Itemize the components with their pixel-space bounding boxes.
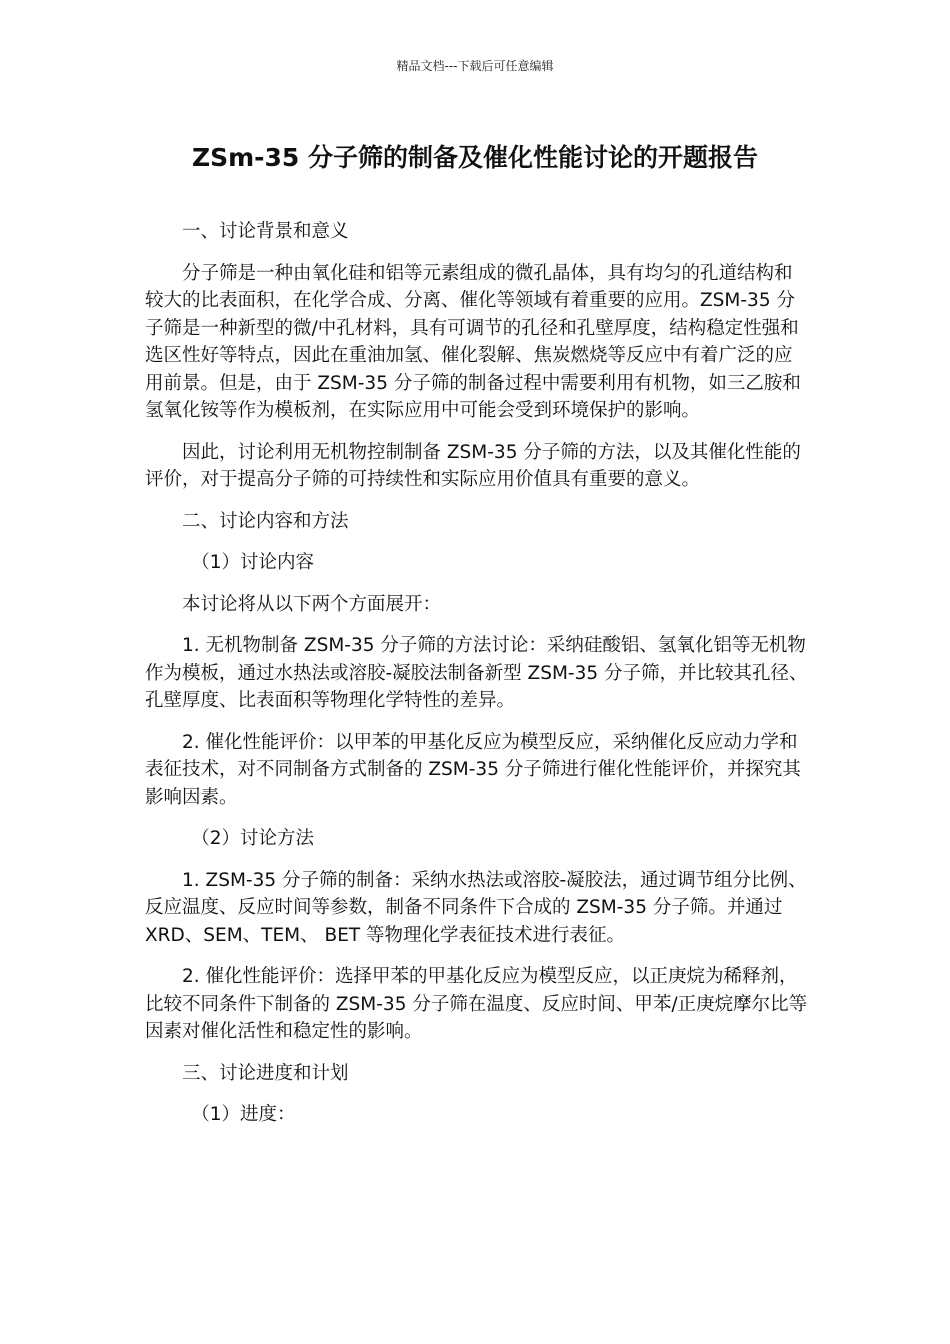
section-heading-content-methods: 二、讨论内容和方法 xyxy=(182,510,349,532)
section-heading-background: 一、讨论背景和意义 xyxy=(182,221,349,242)
paragraph-intro: 分子筛是一种由氧化硅和铝等元素组成的微孔晶体，具有均匀的孔道结构和较大的比表面积，在化学合成、分离、催化等领域有着重要的应用。ZSM-35 分子筛是一种新型的微/中孔材料，具有可调节的孔径和孔壁厚度，结构稳定性强和选区性好等特点，因此在重油加氢、催化裂解、焦炭燃烧等反应中有着广泛的应用前景。但是，由于 ZSM-35 分子筛的制备过程中需要利用有机物，如三乙胺和氢氧化铵等作为模板剂，在实际应用中可能会受到环境保护的影响。 xyxy=(145,262,801,421)
subheading-methods: （2）讨论方法 xyxy=(191,828,315,849)
document-body xyxy=(145,218,810,1143)
subheading-progress: （1）进度： xyxy=(191,1104,296,1125)
paragraph-method-item-1: 1. ZSM-35 分子筛的制备：采纳水热法或溶胶-凝胶法，通过调节组分比例、反应温度、反应时间等参数，制备不同条件下合成的 ZSM-35 分子筛。并通过 XRD、SEM、TEM、 BET 等物理化学表征技术进行表征。 xyxy=(145,869,807,946)
section-heading-schedule: 三、讨论进度和计划 xyxy=(182,1062,349,1084)
paragraph-content-item-2: 2. 催化性能评价：以甲苯的甲基化反应为模型反应，采纳催化反应动力学和表征技术，对不同制备方式制备的 ZSM-35 分子筛进行催化性能评价，并探究其影响因素。 xyxy=(145,731,801,808)
subheading-content: （1）讨论内容 xyxy=(191,552,315,573)
paragraph-significance: 因此，讨论利用无机物控制制备 ZSM-35 分子筛的方法，以及其催化性能的评价，对于提高分子筛的可持续性和实际应用价值具有重要的意义。 xyxy=(145,441,801,490)
paragraph-content-item-1: 1. 无机物制备 ZSM-35 分子筛的方法讨论：采纳硅酸铝、氢氧化铝等无机物作为模板，通过水热法或溶胶-凝胶法制备新型 ZSM-35 分子筛，并比较其孔径、孔壁厚度、比表面积等物理化学特性的差异。 xyxy=(145,635,808,711)
header-note: 精品文档---下载后可任意编辑 xyxy=(396,59,554,73)
paragraph-method-item-2: 2. 催化性能评价：选择甲苯的甲基化反应为模型反应，以正庚烷为稀释剂，比较不同条件下制备的 ZSM-35 分子筛在温度、反应时间、甲苯/正庚烷摩尔比等因素对催化活性和稳定性的影响。 xyxy=(145,966,808,1042)
paragraph-content-intro: 本讨论将从以下两个方面展开： xyxy=(182,593,442,615)
page-title: ZSm-35 分子筛的制备及催化性能讨论的开题报告 xyxy=(191,143,759,172)
